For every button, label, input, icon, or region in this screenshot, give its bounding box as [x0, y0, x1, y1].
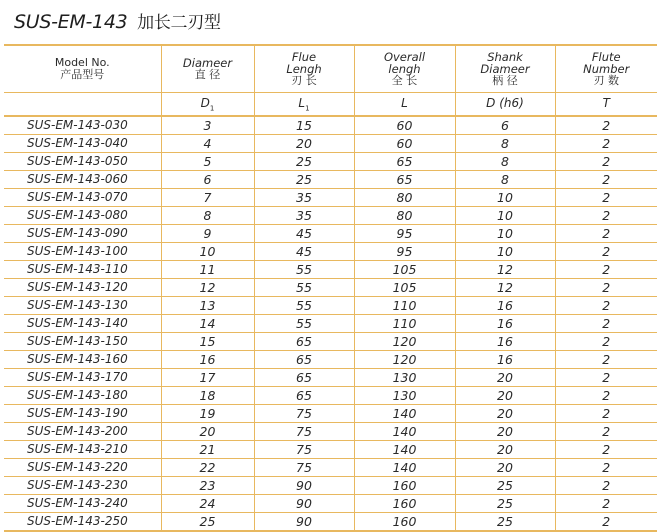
cell-model-no: SUS-EM-143-050 — [4, 153, 161, 171]
cell-shank-diameter: 10 — [455, 243, 555, 261]
cell-model-no: SUS-EM-143-250 — [4, 513, 161, 532]
cell-flute-length: 65 — [254, 369, 354, 387]
cell-diameter: 22 — [161, 459, 254, 477]
cell-diameter: 19 — [161, 405, 254, 423]
cell-shank-diameter: 25 — [455, 477, 555, 495]
cell-flute-length: 25 — [254, 171, 354, 189]
header-flute-number — [555, 45, 657, 93]
symbol-d1 — [161, 93, 254, 117]
cell-model-no: SUS-EM-143-190 — [4, 405, 161, 423]
cell-flute-number: 2 — [555, 369, 657, 387]
header-label-cn: 全 长 — [391, 74, 418, 87]
cell-flute-length: 55 — [254, 261, 354, 279]
table-row — [4, 495, 657, 513]
cell-shank-diameter: 10 — [455, 207, 555, 225]
cell-overall-length: 105 — [354, 279, 455, 297]
cell-model-no: SUS-EM-143-170 — [4, 369, 161, 387]
symbol-base: L — [298, 95, 306, 110]
cell-flute-length: 90 — [254, 495, 354, 513]
table-row — [4, 189, 657, 207]
cell-model-no: SUS-EM-143-070 — [4, 189, 161, 207]
cell-overall-length: 130 — [354, 369, 455, 387]
cell-flute-length: 65 — [254, 351, 354, 369]
table-row — [4, 333, 657, 351]
header-label-en: Overall — [383, 50, 426, 64]
cell-flute-number: 2 — [555, 171, 657, 189]
cell-overall-length: 160 — [354, 513, 455, 532]
cell-shank-diameter: 8 — [455, 135, 555, 153]
cell-overall-length: 95 — [354, 225, 455, 243]
table-row — [4, 261, 657, 279]
cell-overall-length: 60 — [354, 116, 455, 135]
cell-flute-length: 75 — [254, 441, 354, 459]
cell-diameter: 17 — [161, 369, 254, 387]
cell-shank-diameter: 6 — [455, 116, 555, 135]
cell-flute-number: 2 — [555, 387, 657, 405]
table-row — [4, 297, 657, 315]
cell-model-no: SUS-EM-143-110 — [4, 261, 161, 279]
header-label-en: Flute — [591, 50, 621, 64]
cell-shank-diameter: 10 — [455, 225, 555, 243]
cell-shank-diameter: 16 — [455, 333, 555, 351]
table-row — [4, 225, 657, 243]
cell-flute-length: 65 — [254, 333, 354, 351]
table-row — [4, 459, 657, 477]
cell-flute-length: 25 — [254, 153, 354, 171]
header-shank-diameter — [455, 45, 555, 93]
cell-model-no: SUS-EM-143-180 — [4, 387, 161, 405]
cell-overall-length: 120 — [354, 333, 455, 351]
cell-diameter: 16 — [161, 351, 254, 369]
cell-flute-length: 75 — [254, 459, 354, 477]
header-label-cn: 柄 径 — [492, 74, 518, 87]
cell-flute-number: 2 — [555, 297, 657, 315]
cell-flute-number: 2 — [555, 441, 657, 459]
cell-flute-number: 2 — [555, 423, 657, 441]
cell-overall-length: 80 — [354, 207, 455, 225]
cell-flute-number: 2 — [555, 225, 657, 243]
cell-diameter: 10 — [161, 243, 254, 261]
cell-overall-length: 130 — [354, 387, 455, 405]
table-row — [4, 405, 657, 423]
cell-overall-length: 110 — [354, 315, 455, 333]
cell-shank-diameter: 20 — [455, 405, 555, 423]
header-label-en: Diameer — [480, 62, 530, 76]
table-row — [4, 423, 657, 441]
cell-model-no: SUS-EM-143-160 — [4, 351, 161, 369]
header-model-no — [4, 45, 161, 93]
cell-diameter: 7 — [161, 189, 254, 207]
cell-diameter: 11 — [161, 261, 254, 279]
symbol-subscript: 1 — [305, 104, 310, 113]
cell-model-no: SUS-EM-143-030 — [4, 116, 161, 135]
cell-diameter: 3 — [161, 116, 254, 135]
symbol-row — [4, 93, 657, 117]
table-row — [4, 387, 657, 405]
cell-diameter: 21 — [161, 441, 254, 459]
cell-overall-length: 140 — [354, 405, 455, 423]
cell-shank-diameter: 12 — [455, 279, 555, 297]
cell-flute-number: 2 — [555, 135, 657, 153]
cell-flute-number: 2 — [555, 513, 657, 532]
header-label-en: lengh — [388, 62, 421, 76]
cell-shank-diameter: 16 — [455, 297, 555, 315]
cell-flute-length: 90 — [254, 513, 354, 532]
cell-flute-length: 55 — [254, 279, 354, 297]
title-chinese: 加长二刃型 — [137, 13, 221, 33]
table-row — [4, 135, 657, 153]
cell-flute-number: 2 — [555, 333, 657, 351]
cell-diameter: 6 — [161, 171, 254, 189]
cell-shank-diameter: 16 — [455, 315, 555, 333]
cell-flute-number: 2 — [555, 495, 657, 513]
cell-model-no: SUS-EM-143-240 — [4, 495, 161, 513]
spec-table — [4, 44, 657, 532]
table-row — [4, 171, 657, 189]
symbol-base: T — [602, 95, 610, 110]
header-label-en: Lengh — [286, 62, 322, 76]
cell-overall-length: 65 — [354, 171, 455, 189]
cell-shank-diameter: 25 — [455, 513, 555, 532]
table-row — [4, 153, 657, 171]
cell-model-no: SUS-EM-143-100 — [4, 243, 161, 261]
cell-flute-length: 75 — [254, 423, 354, 441]
cell-flute-length: 55 — [254, 315, 354, 333]
title-code: SUS-EM-143 — [14, 11, 128, 33]
cell-model-no: SUS-EM-143-090 — [4, 225, 161, 243]
table-row — [4, 351, 657, 369]
cell-model-no: SUS-EM-143-200 — [4, 423, 161, 441]
cell-shank-diameter: 16 — [455, 351, 555, 369]
header-label-cn: 刃 长 — [291, 74, 317, 87]
header-overall-length — [354, 45, 455, 93]
cell-model-no: SUS-EM-143-130 — [4, 297, 161, 315]
cell-flute-length: 45 — [254, 225, 354, 243]
table-row — [4, 315, 657, 333]
cell-overall-length: 140 — [354, 423, 455, 441]
symbol-t — [555, 93, 657, 117]
cell-shank-diameter: 20 — [455, 369, 555, 387]
header-flute-length — [254, 45, 354, 93]
header-label-cn: 直 径 — [194, 68, 221, 81]
cell-diameter: 12 — [161, 279, 254, 297]
cell-diameter: 18 — [161, 387, 254, 405]
cell-diameter: 25 — [161, 513, 254, 532]
cell-shank-diameter: 25 — [455, 495, 555, 513]
cell-flute-number: 2 — [555, 243, 657, 261]
cell-overall-length: 95 — [354, 243, 455, 261]
header-label-cn: 产品型号 — [60, 68, 105, 81]
cell-flute-length: 20 — [254, 135, 354, 153]
table-body — [4, 116, 657, 531]
cell-overall-length: 110 — [354, 297, 455, 315]
cell-shank-diameter: 8 — [455, 171, 555, 189]
cell-flute-length: 75 — [254, 405, 354, 423]
cell-overall-length: 105 — [354, 261, 455, 279]
cell-flute-number: 2 — [555, 315, 657, 333]
header-label-en: Shank — [487, 50, 523, 64]
cell-flute-length: 45 — [254, 243, 354, 261]
cell-model-no: SUS-EM-143-230 — [4, 477, 161, 495]
cell-diameter: 24 — [161, 495, 254, 513]
cell-diameter: 8 — [161, 207, 254, 225]
table-row — [4, 116, 657, 135]
cell-overall-length: 60 — [354, 135, 455, 153]
symbol-model — [4, 93, 161, 117]
cell-model-no: SUS-EM-143-040 — [4, 135, 161, 153]
cell-overall-length: 160 — [354, 495, 455, 513]
cell-flute-length: 15 — [254, 116, 354, 135]
cell-overall-length: 140 — [354, 441, 455, 459]
header-label-en: Diameer — [182, 56, 233, 70]
cell-diameter: 15 — [161, 333, 254, 351]
cell-diameter: 23 — [161, 477, 254, 495]
table-row — [4, 369, 657, 387]
cell-diameter: 20 — [161, 423, 254, 441]
cell-flute-number: 2 — [555, 261, 657, 279]
header-row — [4, 45, 657, 93]
symbol-l1 — [254, 93, 354, 117]
cell-model-no: SUS-EM-143-060 — [4, 171, 161, 189]
symbol-l — [354, 93, 455, 117]
cell-flute-length: 35 — [254, 189, 354, 207]
cell-flute-length: 65 — [254, 387, 354, 405]
cell-model-no: SUS-EM-143-080 — [4, 207, 161, 225]
cell-shank-diameter: 20 — [455, 423, 555, 441]
symbol-base: D — [200, 95, 210, 110]
cell-model-no: SUS-EM-143-150 — [4, 333, 161, 351]
cell-shank-diameter: 8 — [455, 153, 555, 171]
symbol-base: L — [401, 95, 408, 110]
table-row — [4, 207, 657, 225]
cell-flute-number: 2 — [555, 351, 657, 369]
cell-flute-number: 2 — [555, 279, 657, 297]
header-label-cn: 刃 数 — [593, 74, 619, 87]
table-row — [4, 243, 657, 261]
cell-diameter: 13 — [161, 297, 254, 315]
cell-flute-number: 2 — [555, 459, 657, 477]
cell-shank-diameter: 10 — [455, 189, 555, 207]
cell-flute-number: 2 — [555, 405, 657, 423]
cell-shank-diameter: 12 — [455, 261, 555, 279]
cell-flute-length: 90 — [254, 477, 354, 495]
cell-overall-length: 65 — [354, 153, 455, 171]
header-label-en: Number — [583, 62, 630, 76]
cell-flute-length: 55 — [254, 297, 354, 315]
header-label-en: Flue — [291, 50, 317, 64]
cell-overall-length: 120 — [354, 351, 455, 369]
cell-model-no: SUS-EM-143-120 — [4, 279, 161, 297]
cell-flute-number: 2 — [555, 207, 657, 225]
table-row — [4, 441, 657, 459]
cell-shank-diameter: 20 — [455, 441, 555, 459]
cell-overall-length: 140 — [354, 459, 455, 477]
cell-diameter: 9 — [161, 225, 254, 243]
table-row — [4, 477, 657, 495]
cell-shank-diameter: 20 — [455, 459, 555, 477]
cell-flute-number: 2 — [555, 189, 657, 207]
symbol-d-h6 — [455, 93, 555, 117]
cell-flute-length: 35 — [254, 207, 354, 225]
header-diameter — [161, 45, 254, 93]
cell-overall-length: 80 — [354, 189, 455, 207]
cell-diameter: 14 — [161, 315, 254, 333]
cell-model-no: SUS-EM-143-210 — [4, 441, 161, 459]
symbol-base: D (h6) — [486, 95, 524, 110]
cell-model-no: SUS-EM-143-140 — [4, 315, 161, 333]
cell-diameter: 5 — [161, 153, 254, 171]
page-title — [14, 8, 221, 34]
table-row — [4, 513, 657, 532]
cell-flute-number: 2 — [555, 153, 657, 171]
cell-flute-number: 2 — [555, 116, 657, 135]
header-label-en: Model No. — [54, 56, 110, 69]
table-row — [4, 279, 657, 297]
cell-model-no: SUS-EM-143-220 — [4, 459, 161, 477]
cell-shank-diameter: 20 — [455, 387, 555, 405]
symbol-subscript: 1 — [209, 104, 215, 113]
cell-overall-length: 160 — [354, 477, 455, 495]
cell-diameter: 4 — [161, 135, 254, 153]
cell-flute-number: 2 — [555, 477, 657, 495]
